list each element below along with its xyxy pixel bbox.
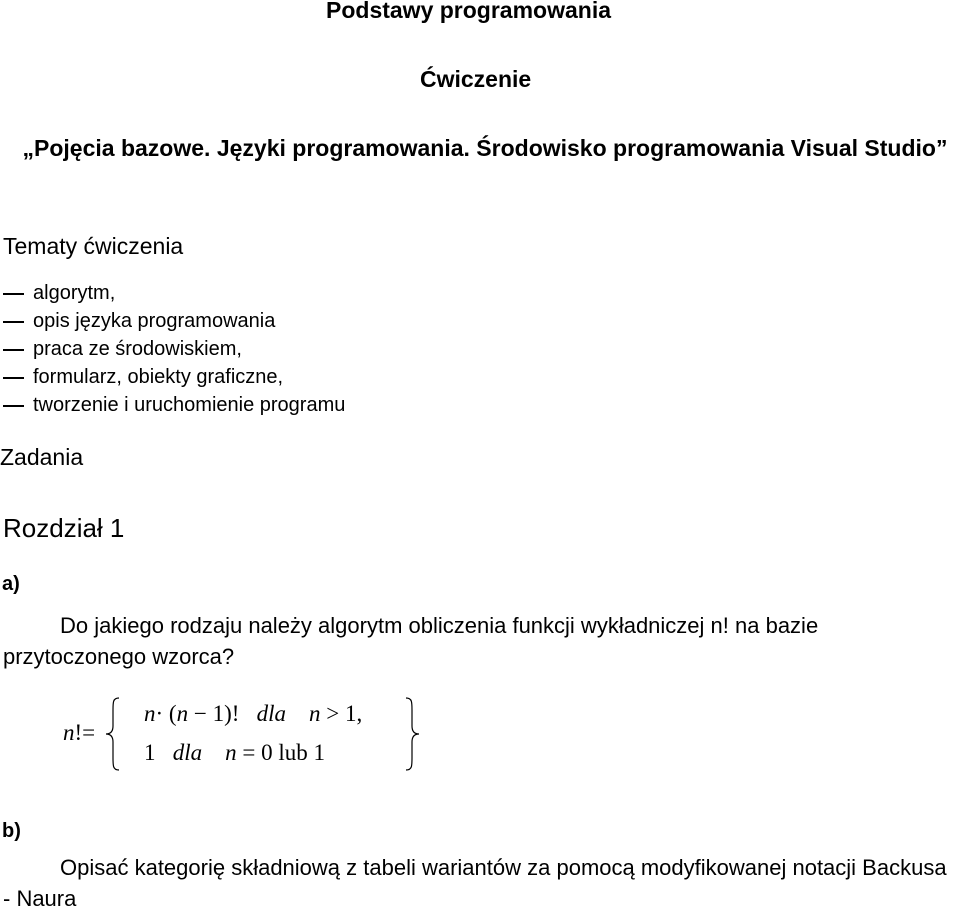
task-a-label: a) [2,573,20,595]
list-item-label: praca ze środowiskiem, [33,338,242,360]
list-item [0,391,345,419]
formula-row-2: 1 dla n = 0 lub 1 [144,740,326,765]
list-item-label: algorytm, [33,282,116,304]
tasks-heading: Zadania [0,444,84,470]
chapter-heading: Rozdział 1 [3,513,125,543]
course-title: Podstawy programowania [326,0,612,23]
task-b-label: b) [2,820,21,842]
task-a-text: Do jakiego rodzaju należy algorytm obliczenia funkcji wykładniczej n! na bazie przytoczonego wzorca? [3,613,819,669]
list-item-label: formularz, obiekty graficzne, [33,366,284,388]
left-brace-icon [103,696,125,772]
formula-row-1: n· (n − 1)! dla n > 1, [144,701,363,726]
dash-bullet-icon [3,377,24,379]
dash-bullet-icon [3,293,24,295]
list-item-label: tworzenie i uruchomienie programu [33,394,346,416]
list-item [0,363,345,391]
list-item [0,307,345,335]
formula-lhs: n!= [63,720,96,745]
topics-list [0,279,345,419]
topics-heading: Tematy ćwiczenia [3,233,184,259]
exercise-label: Ćwiczenie [420,66,532,92]
list-item [0,335,345,363]
task-b-text: Opisać kategorię składniową z tabeli wariantów za pomocą modyfikowanej notacji Backusa - Naura [3,855,947,911]
list-item-label: opis języka programowania [33,310,276,332]
topic-title: „Pojęcia bazowe. Języki programowania. Środowisko programowania Visual Studio” [22,135,948,161]
dash-bullet-icon [3,405,24,407]
list-item [0,279,345,307]
right-brace-icon [400,696,422,772]
dash-bullet-icon [3,321,24,323]
dash-bullet-icon [3,349,24,351]
